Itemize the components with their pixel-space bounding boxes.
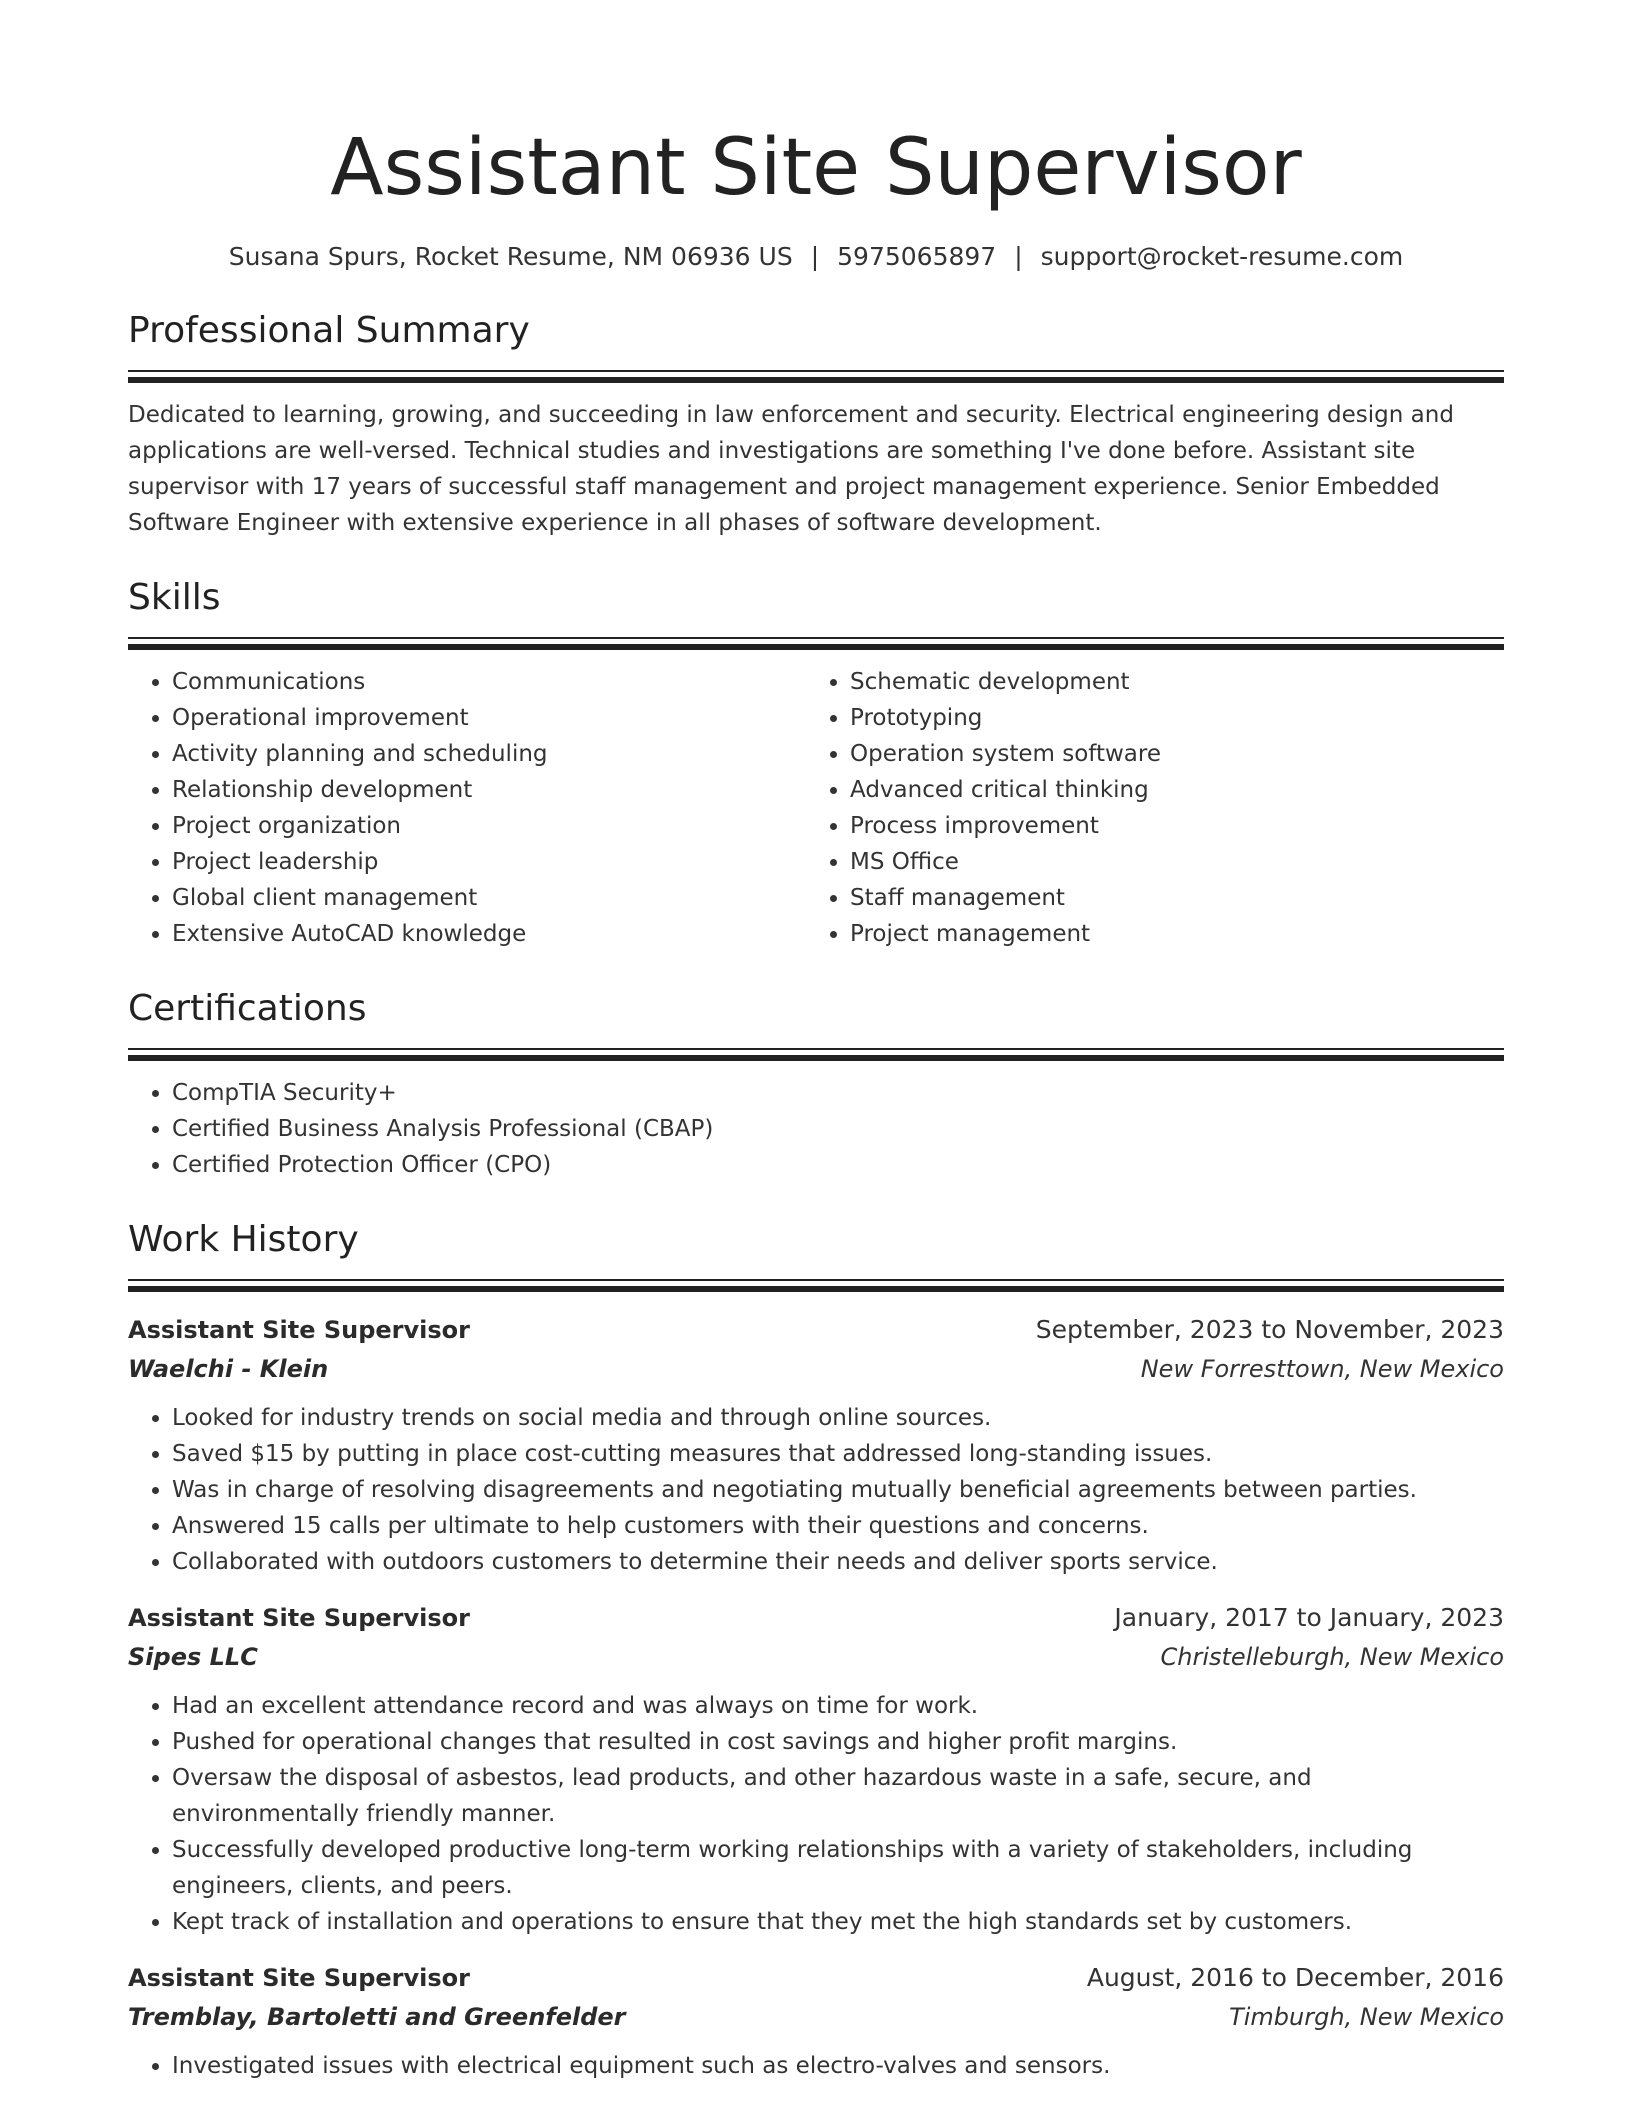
certification-item: • Certified Business Analysis Professional (CBAP) [172, 1111, 1504, 1147]
job-header-row [128, 1598, 1504, 1638]
summary-heading: Professional Summary [128, 310, 530, 351]
contact-line [128, 240, 1504, 274]
job-dates: August, 2016 to December, 2016 [1086, 1963, 1504, 1992]
certifications-heading: Certifications [128, 988, 367, 1029]
job-bullet: • Successfully developed productive long-term working relationships with a variety of stakeholders, including engineers, clients, and peers. [172, 1832, 1504, 1904]
contact-separator: | [1014, 242, 1023, 271]
contact-separator: | [810, 242, 820, 271]
job-title: Assistant Site Supervisor [128, 1964, 470, 1992]
contact-phone: 5975065897 [837, 242, 997, 271]
job-bullet: • Saved $15 by putting in place cost-cutting measures that addressed long-standing issues. [172, 1436, 1504, 1472]
skill-item: • Activity planning and scheduling [172, 736, 806, 772]
contact-address: Susana Spurs, Rocket Resume, NM 06936 US [228, 242, 793, 271]
summary-text: Dedicated to learning, growing, and succeeding in law enforcement and security. Electrical engineering design and applications are well-versed. Technical studies and investigations are something I've done before. Assistant site supervisor with 17 years of successful staff management and project management experience. Senior Embedded Software Engineer with extensive experience in all phases of software development. [128, 402, 1454, 536]
section-rule-thin [128, 1048, 1504, 1050]
job-entry [128, 1958, 1504, 2084]
section-rule-thick [128, 1055, 1504, 1061]
skill-item: • Operation system software [850, 736, 1484, 772]
job-bullet: • Had an excellent attendance record and was always on time for work. [172, 1688, 1504, 1724]
skill-item: • Communications [172, 664, 806, 700]
skill-item: • Relationship development [172, 772, 806, 808]
skill-item: • Advanced critical thinking [850, 772, 1484, 808]
skill-item: • Prototyping [850, 700, 1484, 736]
job-header-row [128, 1310, 1504, 1350]
skill-item: • Process improvement [850, 808, 1484, 844]
job-dates: January, 2017 to January, 2023 [1114, 1603, 1504, 1632]
skill-item: • Operational improvement [172, 700, 806, 736]
section-rule-thick [128, 377, 1504, 383]
job-title: Assistant Site Supervisor [128, 1316, 470, 1344]
job-subheader-row [128, 1998, 1504, 2036]
skills-heading: Skills [128, 577, 221, 618]
job-bullet: • Answered 15 calls per ultimate to help customers with their questions and concerns. [172, 1508, 1504, 1544]
job-bullets [128, 1688, 1504, 1940]
section-rule-thin [128, 1279, 1504, 1281]
job-entry [128, 1310, 1504, 1580]
job-location: New Forresttown, New Mexico [1140, 1355, 1504, 1383]
job-subheader-row [128, 1350, 1504, 1388]
skill-item: • MS Office [850, 844, 1484, 880]
resume-title: Assistant Site Supervisor [330, 123, 1302, 213]
resume-page [128, 0, 1504, 2084]
work-section-header [128, 1217, 1504, 1292]
section-rule-thick [128, 1286, 1504, 1292]
summary-section-header [128, 308, 1504, 383]
skill-item: • Extensive AutoCAD knowledge [172, 916, 806, 952]
job-bullet: • Looked for industry trends on social media and through online sources. [172, 1400, 1504, 1436]
job-dates: September, 2023 to November, 2023 [1035, 1315, 1504, 1344]
skill-item: • Project organization [172, 808, 806, 844]
job-entry [128, 1598, 1504, 1940]
certifications-list [128, 1075, 1504, 1183]
certification-item: • Certified Protection Officer (CPO) [172, 1147, 1504, 1183]
job-bullet: • Kept track of installation and operations to ensure that they met the high standards set by customers. [172, 1904, 1504, 1940]
section-rule-thin [128, 637, 1504, 639]
job-company: Tremblay, Bartoletti and Greenfelder [128, 2003, 626, 2031]
skill-item: • Project leadership [172, 844, 806, 880]
job-header-row [128, 1958, 1504, 1998]
job-title: Assistant Site Supervisor [128, 1604, 470, 1632]
job-location: Christelleburgh, New Mexico [1160, 1643, 1504, 1671]
skill-item: • Global client management [172, 880, 806, 916]
job-bullet: • Collaborated with outdoors customers to determine their needs and deliver sports service. [172, 1544, 1504, 1580]
job-bullet: • Oversaw the disposal of asbestos, lead products, and other hazardous waste in a safe, secure, and environmentally friendly manner. [172, 1760, 1504, 1832]
job-bullet: • Was in charge of resolving disagreements and negotiating mutually beneficial agreements between parties. [172, 1472, 1504, 1508]
skills-list-left [128, 664, 806, 952]
job-bullet: • Pushed for operational changes that resulted in cost savings and higher profit margins. [172, 1724, 1504, 1760]
section-rule-thin [128, 370, 1504, 372]
skills-list-right [806, 664, 1484, 952]
skills-grid [128, 650, 1504, 952]
job-subheader-row [128, 1638, 1504, 1676]
contact-email: support@rocket-resume.com [1040, 242, 1404, 271]
skill-item: • Staff management [850, 880, 1484, 916]
skill-item: • Project management [850, 916, 1484, 952]
job-location: Timburgh, New Mexico [1229, 2003, 1504, 2031]
work-heading: Work History [128, 1219, 359, 1260]
job-company: Sipes LLC [128, 1643, 258, 1671]
certifications-section-header [128, 986, 1504, 1061]
job-bullet: • Investigated issues with electrical equipment such as electro-valves and sensors. [172, 2048, 1504, 2084]
skills-section-header [128, 575, 1504, 650]
job-company: Waelchi - Klein [128, 1355, 329, 1383]
skill-item: • Schematic development [850, 664, 1484, 700]
job-bullets [128, 2048, 1504, 2084]
certification-item: • CompTIA Security+ [172, 1075, 1504, 1111]
job-bullets [128, 1400, 1504, 1580]
